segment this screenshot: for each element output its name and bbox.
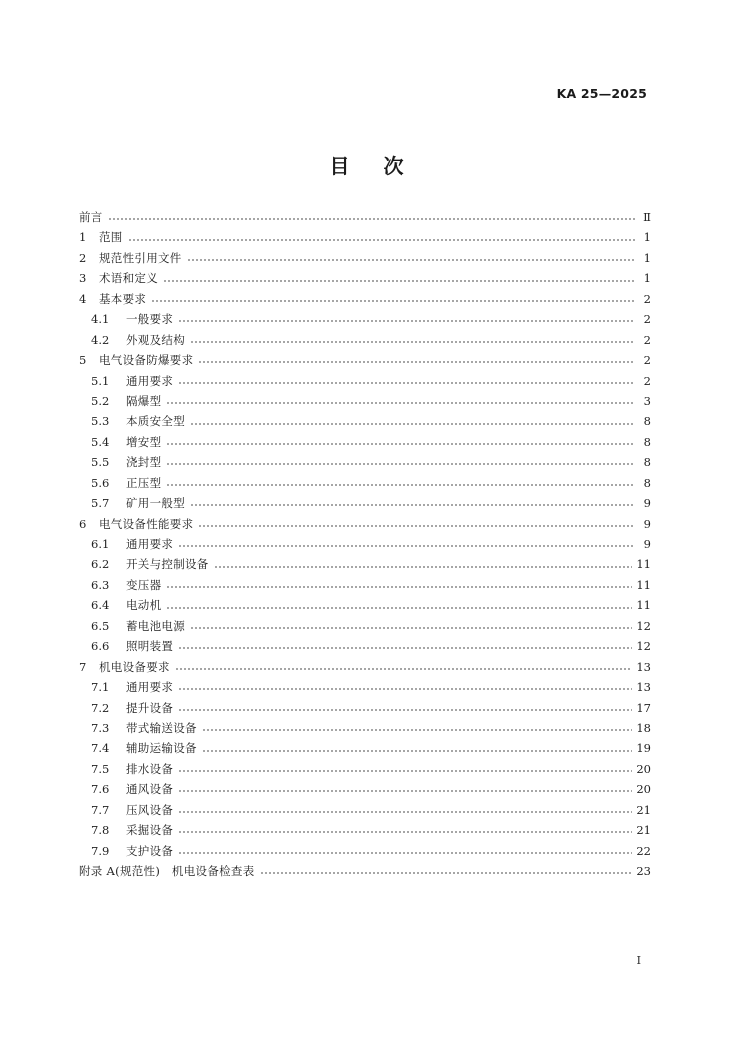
toc-entry-number: 6.2 xyxy=(91,557,110,572)
toc-dot-leader xyxy=(260,872,633,874)
toc-dot-leader xyxy=(128,239,635,241)
toc-entry[interactable] xyxy=(79,698,651,718)
toc-entry-title: 压风设备 xyxy=(126,802,174,817)
toc-entry[interactable] xyxy=(79,268,651,288)
toc-entry-page: 9 xyxy=(643,496,651,511)
toc-entry[interactable] xyxy=(79,554,651,574)
toc-entry-number: 3 xyxy=(79,271,87,286)
toc-entry[interactable] xyxy=(79,534,651,554)
toc-dot-leader xyxy=(175,668,633,670)
toc-entry[interactable] xyxy=(79,411,651,431)
toc-entry-title: 排水设备 xyxy=(126,761,174,776)
toc-entry[interactable] xyxy=(79,473,651,493)
toc-entry-number: 5.4 xyxy=(91,434,110,449)
toc-entry-page: 21 xyxy=(636,802,651,817)
toc-entry-page: 1 xyxy=(643,250,651,265)
toc-dot-leader xyxy=(166,586,632,588)
toc-dot-leader xyxy=(190,423,635,425)
toc-entry-title: 范围 xyxy=(99,230,123,245)
toc-entry-page: Ⅱ xyxy=(643,210,651,224)
toc-entry-title: 前言 xyxy=(79,210,103,224)
toc-entry-page: 8 xyxy=(643,434,651,449)
toc-dot-leader xyxy=(178,770,632,772)
toc-dot-leader xyxy=(214,566,633,568)
toc-entry-page: 8 xyxy=(643,455,651,470)
toc-entry-page: 11 xyxy=(636,557,651,572)
toc-entry-page: 9 xyxy=(643,516,651,531)
toc-entry[interactable] xyxy=(79,207,651,227)
toc-entry[interactable] xyxy=(79,350,651,370)
toc-entry-title: 照明装置 xyxy=(126,639,174,654)
toc-entry-title: 隔爆型 xyxy=(126,393,162,408)
toc-entry-page: 19 xyxy=(636,741,651,756)
toc-entry-page: 11 xyxy=(636,598,651,613)
toc-entry-page: 22 xyxy=(636,843,651,858)
toc-entry-number: 4.2 xyxy=(91,332,110,347)
toc-entry-number: 6.1 xyxy=(91,537,110,551)
toc-entry-title: 电气设备性能要求 xyxy=(99,516,194,531)
toc-entry-title: 蓄电池电源 xyxy=(126,618,185,633)
toc-entry-number: 6.5 xyxy=(91,618,110,633)
toc-entry-page: 17 xyxy=(636,700,651,715)
toc-dot-leader xyxy=(178,688,632,690)
toc-entry[interactable] xyxy=(79,738,651,758)
toc-entry-title: 通风设备 xyxy=(126,782,174,797)
toc-entry-number: 6 xyxy=(79,516,87,531)
toc-dot-leader xyxy=(198,361,635,363)
toc-dot-leader xyxy=(190,504,635,506)
toc-entry-title: 辅助运输设备 xyxy=(126,741,197,756)
toc-entry-title: 变压器 xyxy=(126,577,162,592)
toc-entry-page: 2 xyxy=(643,332,651,347)
toc-entry[interactable] xyxy=(79,514,651,534)
toc-entry-title: 外观及结构 xyxy=(126,332,185,347)
toc-entry-page: 11 xyxy=(636,577,651,592)
toc-entry-title: 术语和定义 xyxy=(99,271,158,286)
toc-dot-leader xyxy=(202,729,633,731)
toc-dot-leader xyxy=(163,280,635,282)
toc-entry[interactable] xyxy=(79,820,651,840)
toc-dot-leader xyxy=(151,300,635,302)
toc-entry[interactable] xyxy=(79,657,651,677)
toc-entry-title: 本质安全型 xyxy=(126,414,185,429)
toc-dot-leader xyxy=(166,484,635,486)
toc-entry-page: 2 xyxy=(643,353,651,368)
toc-entry-title: 浇封型 xyxy=(126,455,162,470)
toc-entry[interactable] xyxy=(79,636,651,656)
toc-entry-page: 2 xyxy=(643,291,651,306)
toc-entry-number: 7.4 xyxy=(91,741,110,756)
toc-dot-leader xyxy=(178,647,632,649)
toc-entry[interactable] xyxy=(79,718,651,738)
toc-entry-title: 增安型 xyxy=(126,434,162,449)
toc-entry-title: 提升设备 xyxy=(126,700,174,715)
toc-entry-title: 通用要求 xyxy=(126,373,174,388)
toc-entry-number: 7.8 xyxy=(91,823,110,838)
toc-dot-leader xyxy=(178,790,632,792)
toc-dot-leader xyxy=(178,709,632,711)
toc-entry-number: 5.2 xyxy=(91,393,110,408)
toc-dot-leader xyxy=(190,627,632,629)
toc-entry-number: 2 xyxy=(79,250,87,265)
toc-entry-number: 7.1 xyxy=(91,680,110,695)
toc-entry-title: 电气设备防爆要求 xyxy=(99,353,194,368)
toc-entry-title: 通用要求 xyxy=(126,537,174,551)
toc-entry-page: 3 xyxy=(643,393,651,408)
toc-dot-leader xyxy=(190,341,635,343)
toc-dot-leader xyxy=(178,811,632,813)
toc-entry-number: 5 xyxy=(79,353,87,368)
toc-dot-leader xyxy=(178,831,632,833)
toc-entry-number: 6.4 xyxy=(91,598,110,613)
toc-entry-title: 附录 A(规范性) 机电设备检查表 xyxy=(79,864,255,878)
toc-entry-title: 通用要求 xyxy=(126,680,174,695)
toc-entry-number: 5.3 xyxy=(91,414,110,429)
toc-entry-number: 6.6 xyxy=(91,639,110,654)
toc-entry-number: 7.9 xyxy=(91,843,110,858)
toc-entry-page: 23 xyxy=(636,864,651,878)
toc-entry[interactable] xyxy=(79,861,651,881)
toc-entry-number: 4.1 xyxy=(91,312,110,327)
toc-entry-page: 9 xyxy=(643,537,651,551)
toc-entry-page: 1 xyxy=(643,271,651,286)
toc-entry-page: 12 xyxy=(636,639,651,654)
toc-entry[interactable] xyxy=(79,779,651,799)
toc-entry-number: 5.1 xyxy=(91,373,110,388)
toc-entry-page: 1 xyxy=(643,230,651,245)
toc-dot-leader xyxy=(166,463,635,465)
toc-entry[interactable] xyxy=(79,493,651,513)
toc-entry[interactable] xyxy=(79,391,651,411)
toc-entry-number: 7.7 xyxy=(91,802,110,817)
page-number: I xyxy=(636,953,641,967)
toc-entry-number: 7.3 xyxy=(91,720,110,735)
toc-entry[interactable] xyxy=(79,677,651,697)
toc-entry[interactable] xyxy=(79,575,651,595)
standard-code: KA 25—2025 xyxy=(556,86,647,101)
toc-entry-title: 矿用一般型 xyxy=(126,496,185,511)
toc-entry-page: 20 xyxy=(636,782,651,797)
table-of-contents xyxy=(79,207,651,881)
toc-entry-page: 13 xyxy=(636,680,651,695)
toc-entry-page: 13 xyxy=(636,659,651,674)
toc-entry-title: 支护设备 xyxy=(126,843,174,858)
toc-entry-number: 1 xyxy=(79,230,87,245)
toc-entry-number: 5.6 xyxy=(91,475,110,490)
toc-entry-number: 7.5 xyxy=(91,761,110,776)
toc-dot-leader xyxy=(198,525,635,527)
toc-dot-leader xyxy=(178,382,635,384)
toc-entry-title: 带式输送设备 xyxy=(126,720,197,735)
toc-entry[interactable] xyxy=(79,841,651,861)
toc-entry-title: 机电设备要求 xyxy=(99,659,170,674)
toc-entry[interactable] xyxy=(79,800,651,820)
toc-entry-number: 7.2 xyxy=(91,700,110,715)
page-title: 目次 xyxy=(329,154,438,178)
toc-dot-leader xyxy=(166,443,635,445)
toc-dot-leader xyxy=(166,607,632,609)
toc-entry[interactable] xyxy=(79,371,651,391)
toc-entry-page: 21 xyxy=(636,823,651,838)
toc-entry-title: 基本要求 xyxy=(99,291,147,306)
toc-entry[interactable] xyxy=(79,330,651,350)
toc-dot-leader xyxy=(187,259,635,261)
toc-entry[interactable] xyxy=(79,309,651,329)
toc-entry-title: 采掘设备 xyxy=(126,823,174,838)
toc-dot-leader xyxy=(178,852,632,854)
toc-entry[interactable] xyxy=(79,595,651,615)
toc-entry-page: 20 xyxy=(636,761,651,776)
toc-dot-leader xyxy=(202,750,633,752)
toc-entry-number: 4 xyxy=(79,291,87,306)
toc-dot-leader xyxy=(178,545,635,547)
toc-entry-number: 5.5 xyxy=(91,455,110,470)
toc-entry-title: 一般要求 xyxy=(126,312,174,327)
toc-entry[interactable] xyxy=(79,289,651,309)
toc-entry-number: 5.7 xyxy=(91,496,110,511)
toc-dot-leader xyxy=(178,320,635,322)
toc-entry-page: 12 xyxy=(636,618,651,633)
toc-entry[interactable] xyxy=(79,248,651,268)
toc-entry-page: 18 xyxy=(636,720,651,735)
toc-entry[interactable] xyxy=(79,452,651,472)
toc-entry-title: 正压型 xyxy=(126,475,162,490)
toc-entry[interactable] xyxy=(79,759,651,779)
toc-entry[interactable] xyxy=(79,432,651,452)
toc-entry-number: 7 xyxy=(79,659,87,674)
toc-entry-page: 8 xyxy=(643,414,651,429)
toc-entry-page: 2 xyxy=(643,373,651,388)
toc-dot-leader xyxy=(108,218,635,220)
toc-entry-page: 2 xyxy=(643,312,651,327)
toc-entry[interactable] xyxy=(79,616,651,636)
toc-entry-title: 开关与控制设备 xyxy=(126,557,209,572)
toc-dot-leader xyxy=(166,402,635,404)
toc-entry-title: 电动机 xyxy=(126,598,162,613)
toc-entry-title: 规范性引用文件 xyxy=(99,250,182,265)
toc-entry-number: 6.3 xyxy=(91,577,110,592)
toc-entry-page: 8 xyxy=(643,475,651,490)
toc-entry[interactable] xyxy=(79,227,651,247)
toc-entry-number: 7.6 xyxy=(91,782,110,797)
